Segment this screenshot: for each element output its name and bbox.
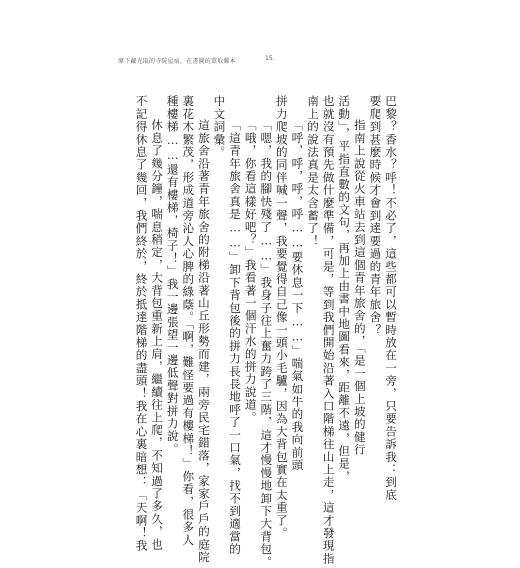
page-number: 15. (265, 55, 275, 62)
text-column: 這旅舍沿著青年旅舍的附梯沿著山丘形勢而建，兩旁民宅錯落，家家戶戶的庭院 (196, 119, 211, 564)
text-column: 休息了幾分鐘，喘息稍定，大背包重新上肩，繼續往上爬，不知過了多久，也 (150, 119, 165, 551)
text-column: 也就沒有預先做什麼準備，可是，等到我們開始沿著入口階梯往山上走，這才發現指 (321, 95, 336, 565)
text-column: 種樓梯……還有樓梯，椅子！」我一邊張望一邊低聲對拼力說。 (165, 95, 180, 456)
text-column: 不記得休息了幾回，我們終於，終於抵達階梯的盡頭！我在心裏暗想：「天啊！我 (134, 95, 149, 553)
text-column: 中文詞彙。 (212, 95, 227, 159)
running-header-title: 原下藏光取的寺院屋宿，在書圖的單取郵本 (118, 58, 236, 65)
text-column: 「嗯，我的腳快殘了……」我身子往上奮力跨了三階，這才慢慢地卸下大背包。 (259, 119, 274, 568)
text-column: 活動」，平指直數的文句，再加上由書中地圖看來，距離不遠，但是， (337, 95, 352, 483)
text-column: 裏花木繁茂，形成道旁沁人心脾的綠蔭。「啊，難怪要過有樓梯！」你看，很多人 (181, 95, 196, 547)
text-column: 巴黎？香水？呼！不必了，這些都可以暫時放在一旁，只要告訴我：到底 (384, 95, 398, 502)
body-text-block (133, 95, 398, 568)
text-column: 南上的說法真是太含蓄了！ (306, 95, 321, 248)
text-column: 拼力爬坡的同伴喊一聲，我要覺得自己像一頭小毛驢，因為大背包實在太重了。 (274, 95, 289, 540)
text-column: 要爬到甚麼時候才會到達要過的青年旅舍？ (368, 95, 383, 337)
text-column: 「這青年旅舍真是……」卸下背包後的拼力長長地呼了一口氣，找不到適當的 (228, 119, 243, 556)
text-column: 「呼，呼，呼，呼……要休息一下……」喘氣如牛的我向前頭 (290, 119, 305, 472)
text-column: 指南上說從火車站去到這個青年旅舍的，「是一個上坡的健行 (352, 119, 367, 457)
text-column: 「哦，你看這樣好吧？」我看著一個汗水的拼力說道。 (243, 119, 258, 424)
